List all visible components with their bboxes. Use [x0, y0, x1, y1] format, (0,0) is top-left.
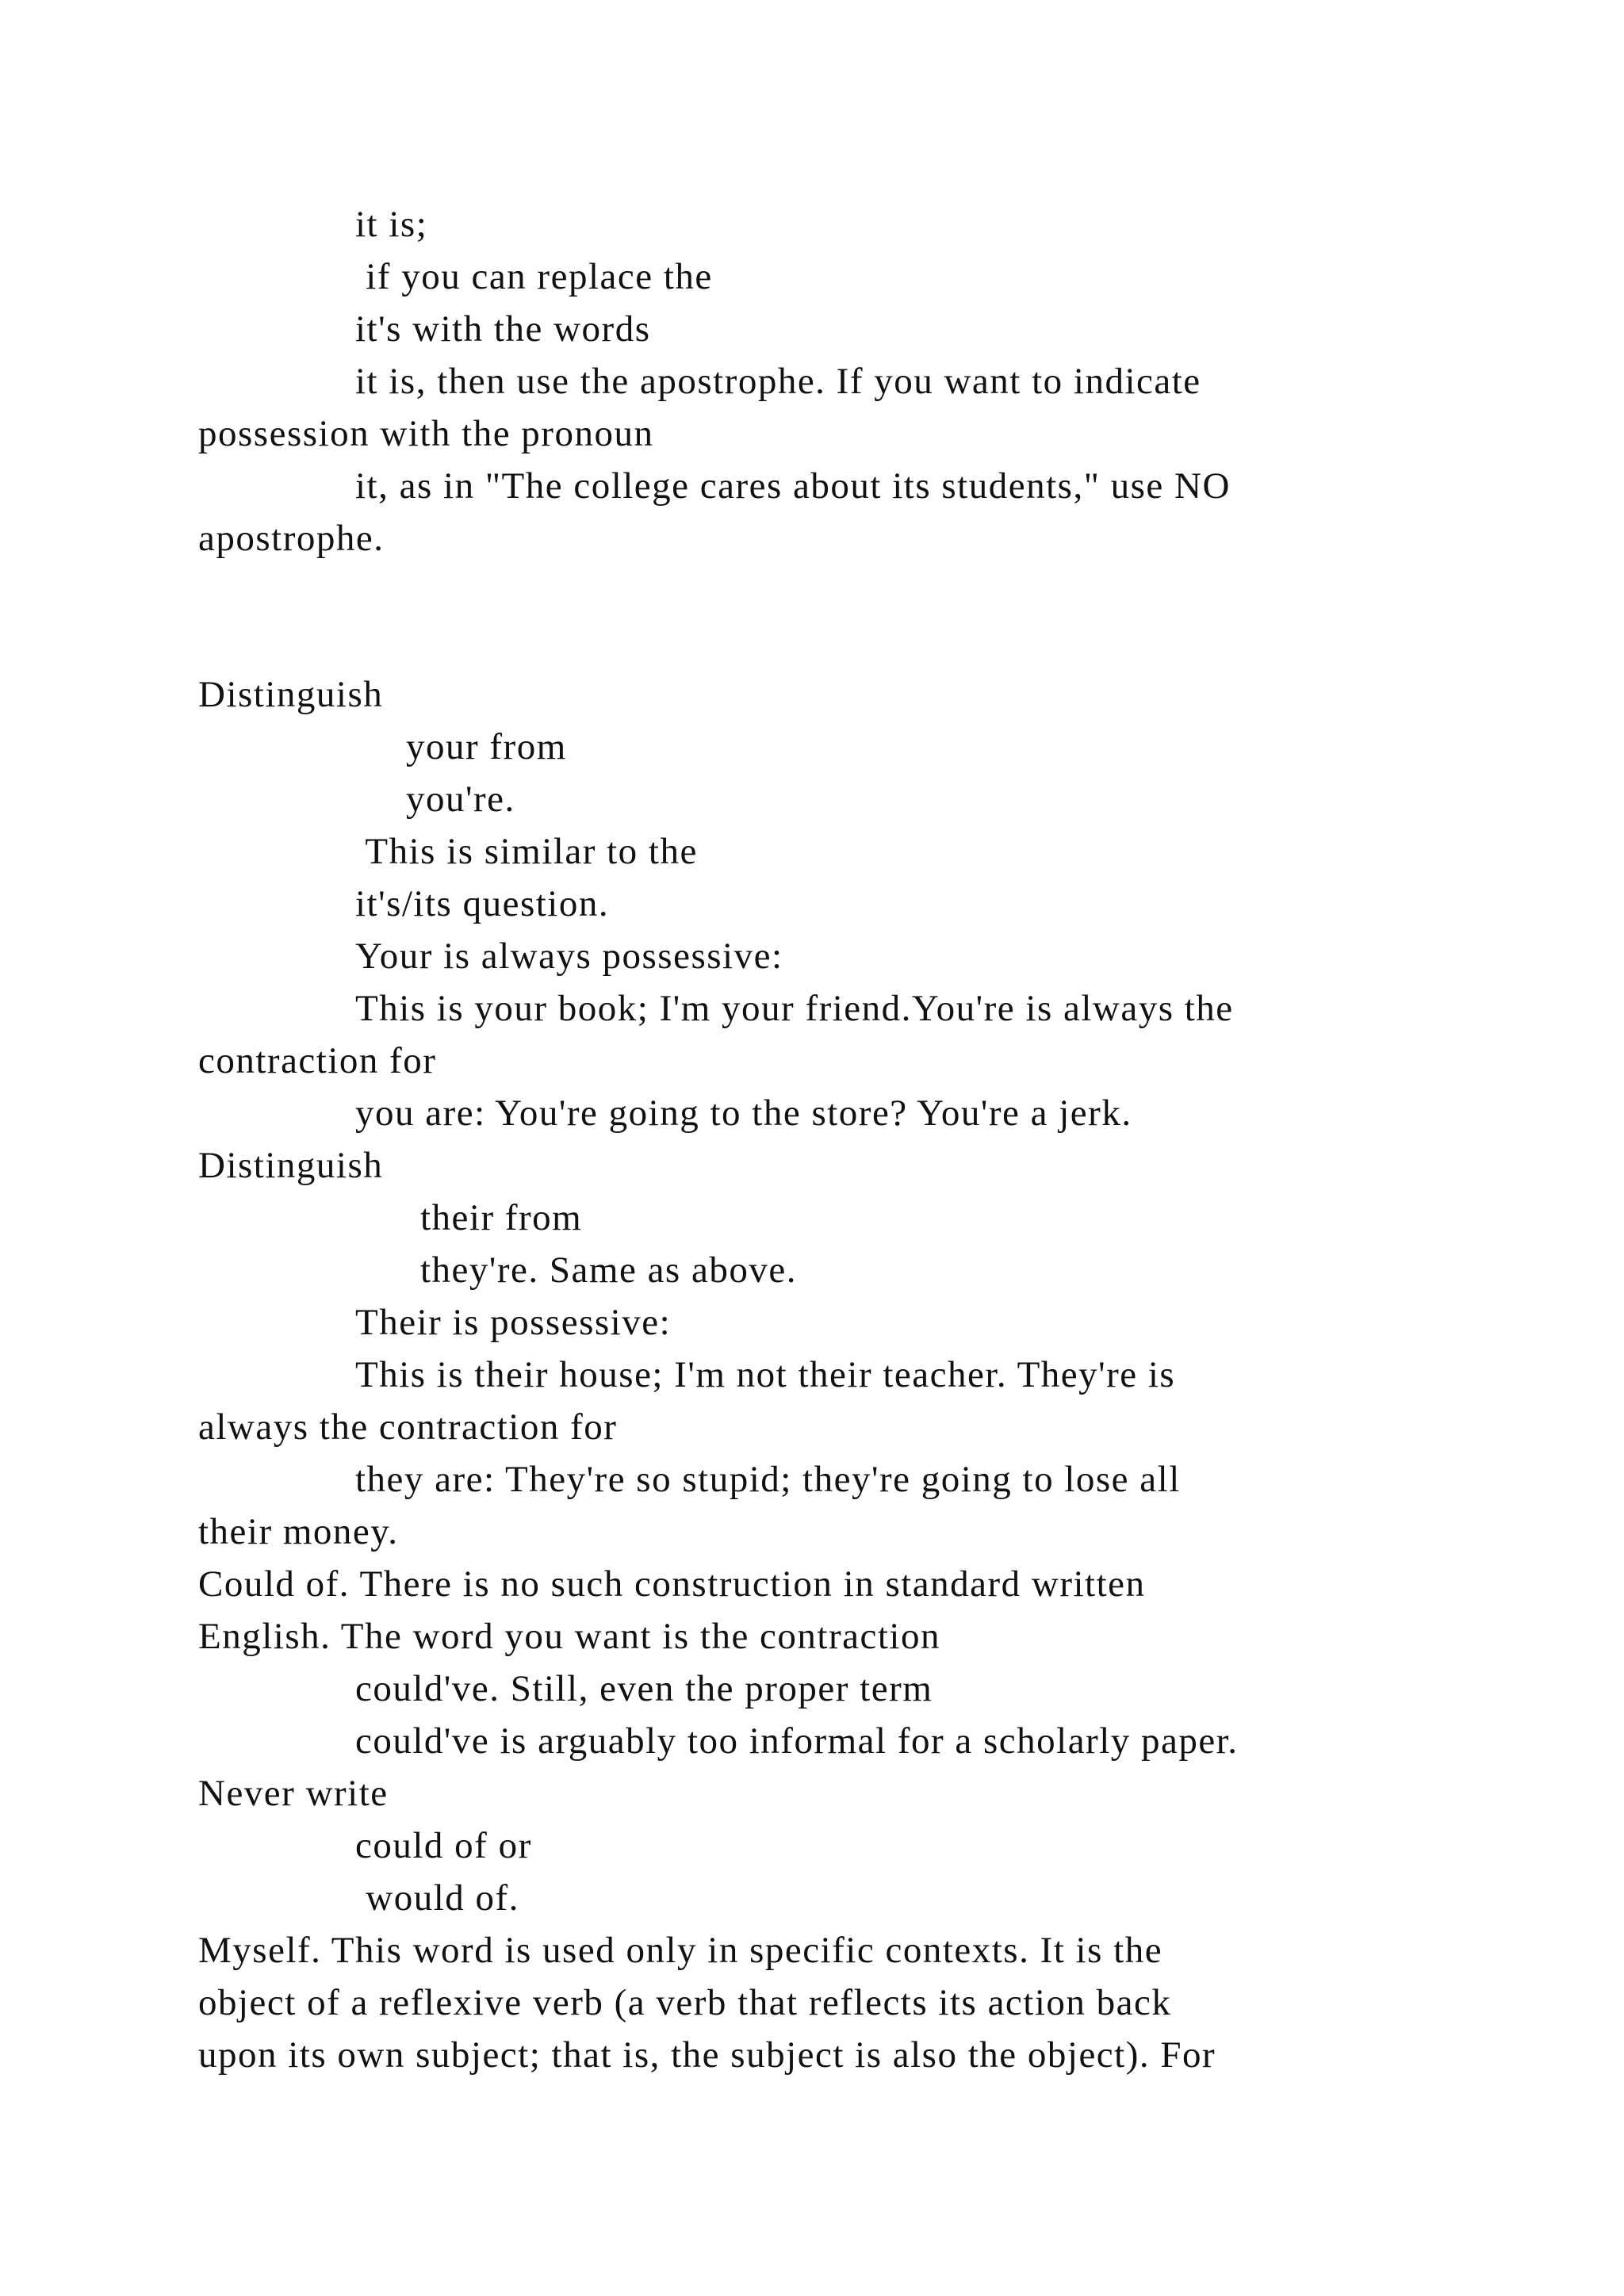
- text-line: you're.: [406, 779, 515, 820]
- text-line: could've. Still, even the proper term: [355, 1668, 933, 1709]
- text-line: English. The word you want is the contraction: [198, 1616, 940, 1657]
- text-line: always the contraction for: [198, 1406, 618, 1448]
- text-line: their money.: [198, 1511, 399, 1552]
- text-line: your from: [406, 726, 567, 767]
- text-line: This is their house; I'm not their teacher. They're is: [355, 1354, 1176, 1395]
- text-line: This is your book; I'm your friend.You're is always the: [355, 988, 1234, 1029]
- text-line: if you can replace the: [355, 256, 713, 297]
- text-line: Their is possessive:: [355, 1302, 672, 1343]
- text-line: upon its own subject; that is, the subject is also the object). For: [198, 2034, 1216, 2076]
- text-line: would of.: [355, 1877, 519, 1919]
- text-line: Could of. There is no such construction in standard written: [198, 1563, 1146, 1605]
- text-line: it's/its question.: [355, 883, 610, 924]
- text-line: possession with the pronoun: [198, 413, 654, 454]
- text-line: it, as in "The college cares about its students," use NO: [355, 465, 1231, 507]
- text-line: contraction for: [198, 1040, 437, 1081]
- text-line: Myself. This word is used only in specific contexts. It is the: [198, 1930, 1163, 1971]
- text-line: it's with the words: [355, 308, 651, 350]
- text-line: could've is arguably too informal for a scholarly paper.: [355, 1720, 1239, 1762]
- text-line: Never write: [198, 1773, 389, 1814]
- text-line: Distinguish: [198, 674, 384, 715]
- text-line: they are: They're so stupid; they're going to lose all: [355, 1459, 1181, 1500]
- text-line: you are: You're going to the store? You're a jerk.: [355, 1093, 1132, 1134]
- text-line: apostrophe.: [198, 518, 385, 559]
- text-line: it is;: [355, 204, 428, 245]
- text-line: their from: [420, 1197, 583, 1238]
- text-line: Distinguish: [198, 1145, 384, 1186]
- text-line: they're. Same as above.: [420, 1249, 797, 1291]
- text-line: it is, then use the apostrophe. If you want to indicate: [355, 361, 1201, 402]
- text-line: could of or: [355, 1825, 532, 1866]
- text-line: Your is always possessive:: [355, 936, 783, 977]
- text-line: This is similar to the: [355, 831, 698, 872]
- text-line: object of a reflexive verb (a verb that reflects its action back: [198, 1982, 1172, 2023]
